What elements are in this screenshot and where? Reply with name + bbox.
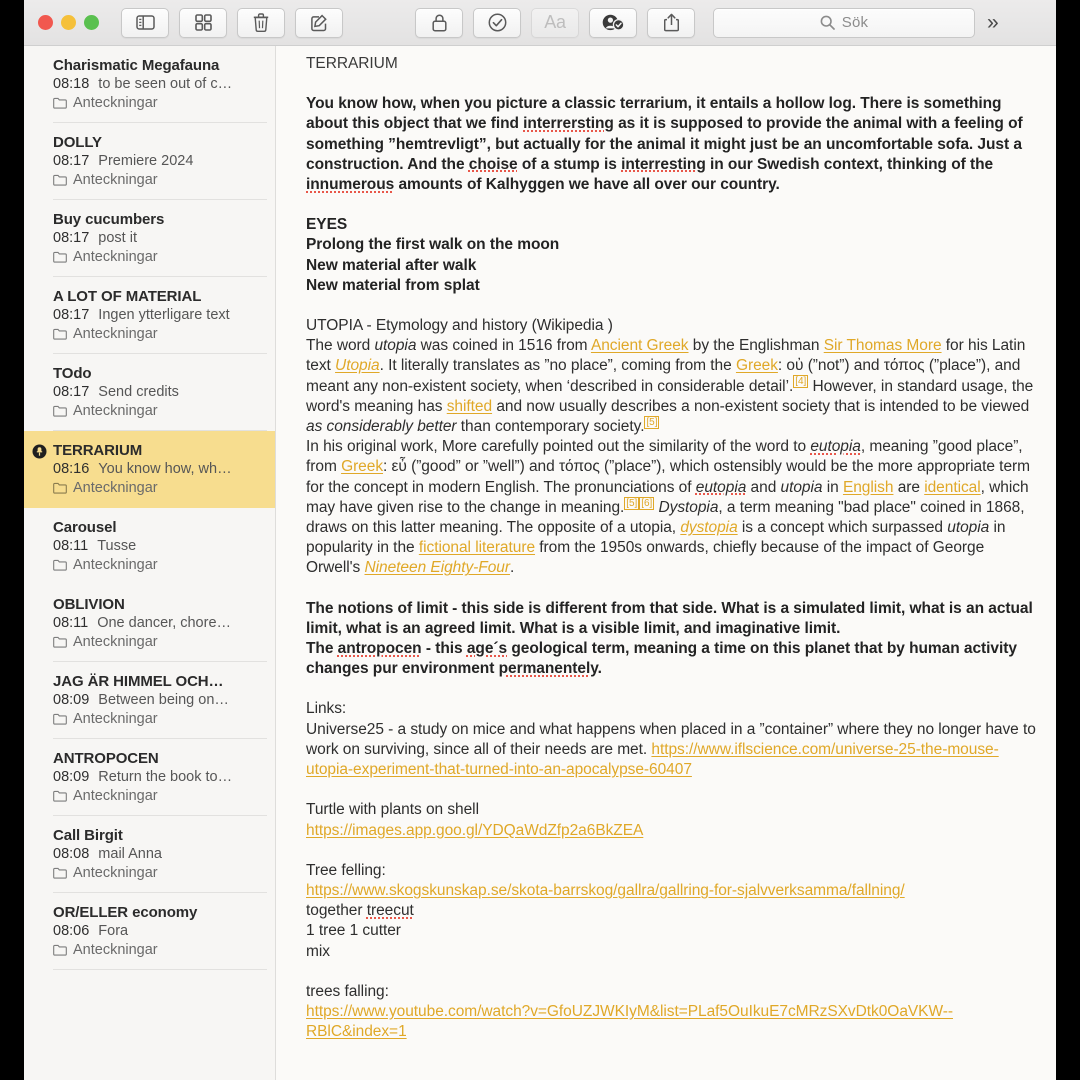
note-meta — [53, 76, 261, 92]
misspelled-word: treecut — [366, 902, 414, 920]
note-time: 08:17 — [53, 307, 90, 323]
u2-dystopia-italic: Dystopia — [658, 498, 719, 516]
note-time: 08:17 — [53, 384, 90, 400]
note-title: DOLLY — [53, 134, 102, 151]
folder-icon — [53, 405, 67, 417]
note-snippet: post it — [98, 230, 137, 246]
notes-list[interactable] — [24, 46, 276, 1080]
note-list-item[interactable] — [24, 123, 275, 200]
note-time: 08:09 — [53, 692, 90, 708]
note-list-item[interactable] — [24, 46, 275, 123]
format-label: Aa — [544, 12, 566, 32]
search-input[interactable] — [713, 8, 975, 38]
note-list-item[interactable] — [24, 739, 275, 816]
note-snippet: to be seen out of c… — [98, 76, 233, 92]
note-folder — [53, 788, 261, 804]
u2-g: , which may have given rise to the change in meaning. — [306, 478, 1029, 516]
note-snippet: Tusse — [97, 538, 137, 554]
note-folder — [53, 95, 261, 111]
note-folder-label: Anteckningar — [73, 711, 158, 727]
note-time: 08:06 — [53, 923, 90, 939]
eyes-line-3: New material from splat — [306, 276, 480, 294]
u2-utopia2-italic: utopia — [947, 519, 990, 537]
u1-h: and now usually describes a non-existent society that is intended to be viewed — [492, 397, 1030, 415]
note-folder — [53, 865, 261, 881]
folder-icon — [53, 174, 67, 186]
trees-falling-link-line — [306, 1002, 1036, 1042]
note-snippet: Return the book to… — [98, 769, 233, 785]
note-list-item[interactable] — [24, 508, 275, 585]
u1-utopia-italic: utopia — [374, 337, 417, 355]
note-folder-label: Anteckningar — [73, 172, 158, 188]
intro-part-1: You know how, when you picture a classic terrarium, it entails a hollow log. There is something about this object that we find — [306, 95, 1002, 133]
tree-line-2: 1 tree 1 cutter — [306, 922, 401, 940]
u1-d: for his Latin text — [306, 337, 1026, 375]
reference-4[interactable]: [4] — [795, 376, 807, 388]
note-meta — [53, 230, 261, 246]
note-heading-terrarium: TERRARIUM — [306, 55, 398, 72]
compose-icon — [310, 14, 328, 32]
link-shifted[interactable]: shifted — [446, 397, 493, 415]
note-title: A LOT OF MATERIAL — [53, 288, 202, 305]
note-body[interactable] — [306, 54, 1036, 1042]
note-meta — [53, 307, 261, 323]
link-nineteen-eighty-four[interactable]: Nineteen Eighty-Four — [364, 559, 510, 577]
note-folder-label: Anteckningar — [73, 788, 158, 804]
u2-c: : εὖ (”good” or ”well”) and τόπος (”place”), which ostensibly would be the more appropriate term for the concept in modern English. The pronunciations of — [306, 458, 1030, 496]
note-snippet: mail Anna — [98, 846, 162, 862]
note-folder-label: Anteckningar — [73, 95, 158, 111]
u2-a: In his original work, More carefully pointed out the similarity of the word to — [306, 438, 811, 456]
note-folder-label: Anteckningar — [73, 942, 158, 958]
search-placeholder: Sök — [841, 14, 869, 31]
trees-falling-heading: trees falling: — [306, 982, 389, 1000]
eyes-line-1: Prolong the first walk on the moon — [306, 236, 560, 254]
u2-eutopia2-italic: eutopia — [695, 478, 747, 496]
misspelled-word: antropocen — [337, 640, 422, 658]
u1-f: : oὐ (”not”) and τόπος (”place”), and meant any non-existent society, when ‘described in considerable detail’. — [306, 357, 1021, 395]
antropocen-paragraph — [306, 639, 1036, 679]
note-editor[interactable] — [276, 46, 1056, 1080]
note-snippet: One dancer, chore… — [97, 615, 232, 631]
note-folder — [53, 480, 261, 496]
limits-d: . — [597, 660, 602, 678]
note-folder — [53, 711, 261, 727]
link-sir-thomas-more[interactable]: Sir Thomas More — [823, 337, 942, 355]
u2-i: , a term meaning "bad place" coined in 1868, draws on this latter meaning. The opposite of a utopia, — [306, 498, 1025, 537]
utopia-paragraph-2 — [306, 437, 1036, 578]
u2-eutopia-italic: eutopia — [810, 438, 861, 456]
traffic-lights — [38, 15, 99, 30]
intro-part-3: of a stump is — [517, 155, 622, 173]
note-title: Charismatic Megafauna — [53, 57, 220, 74]
u2-k: in popularity in the — [306, 519, 1006, 557]
note-folder — [53, 172, 261, 188]
u2-j: is a concept which surpassed — [737, 519, 948, 537]
u1-a: The word — [306, 337, 375, 355]
note-folder — [53, 942, 261, 958]
note-list-item[interactable] — [24, 200, 275, 277]
note-list-item[interactable] — [24, 816, 275, 893]
note-title: TOdo — [53, 365, 92, 382]
vertical-spacer — [306, 679, 1036, 699]
note-folder — [53, 249, 261, 265]
check-circle-icon — [488, 13, 507, 32]
folder-icon — [53, 482, 67, 494]
note-time: 08:18 — [53, 76, 90, 92]
folder-icon — [53, 97, 67, 109]
eyes-heading: EYES — [306, 216, 348, 234]
tree-line-1-a: together — [306, 902, 367, 920]
vertical-spacer — [306, 296, 1036, 316]
utopia-paragraph-1 — [306, 336, 1036, 437]
note-meta — [53, 692, 261, 708]
note-folder-label: Anteckningar — [73, 557, 158, 573]
utopia-heading: UTOPIA - Etymology and history (Wikipedia ) — [306, 317, 613, 335]
note-title: TERRARIUM — [53, 442, 143, 459]
note-list-item[interactable] — [24, 893, 275, 970]
note-list-item[interactable] — [24, 277, 275, 354]
share-button[interactable] — [647, 8, 695, 38]
misspelled-word: innumerous — [306, 176, 395, 194]
list-divider — [53, 969, 267, 970]
format-button[interactable] — [531, 8, 579, 38]
content-split — [24, 46, 1056, 1080]
note-time: 08:08 — [53, 846, 90, 862]
vertical-spacer — [306, 74, 1036, 94]
note-list-item[interactable] — [24, 585, 275, 662]
note-meta — [53, 538, 261, 554]
link-greek[interactable]: Greek — [735, 357, 778, 375]
vertical-spacer — [306, 962, 1036, 982]
link-english[interactable]: English — [842, 478, 894, 496]
link-tree-felling-url[interactable]: https://www.skogskunskap.se/skota-barrskog/gallra/gallring-for-sjalvverksamma/fallning/ — [306, 881, 905, 899]
u1-e: . It literally translates as ”no place”, coming from the — [379, 357, 736, 375]
new-note-button[interactable] — [295, 8, 343, 38]
note-folder — [53, 403, 261, 419]
misspelled-word: choise — [468, 155, 518, 173]
limits-a: The — [306, 640, 338, 658]
note-time: 08:16 — [53, 461, 90, 477]
tree-line-3: mix — [306, 942, 330, 960]
u2-utopia-italic: utopia — [780, 478, 823, 496]
universe25-text: Universe25 - a study on mice and what happens when placed in a ”container” where they no longer have to work on surviving, since all of their needs are met. — [306, 720, 1036, 758]
note-list-item[interactable] — [24, 662, 275, 739]
share-icon — [664, 13, 679, 32]
u2-b: , meaning ”good place”, from — [306, 438, 1023, 476]
note-folder-label: Anteckningar — [73, 480, 158, 496]
u2-e: in — [822, 478, 843, 496]
intro-part-2: as it is supposed to provide the animal with a feeling of something ”hemtrevligt”, but actually for the animal it might just be an uncomfortable sofa. Just a construction. And the — [306, 115, 1023, 173]
sidebar-icon — [136, 15, 155, 30]
collaborate-button[interactable] — [589, 8, 637, 38]
folder-icon — [53, 559, 67, 571]
folder-icon — [53, 251, 67, 263]
link-trees-falling-url[interactable]: https://www.youtube.com/watch?v=GfoUZJWKIyM&list=PLaf5OuIkuE7cMRzSXvDtk0OaVKW--RBlC&index=1 — [306, 1002, 953, 1041]
grid-icon — [195, 14, 212, 31]
u1-j: than contemporary society. — [456, 418, 645, 436]
lock-icon — [432, 14, 447, 32]
note-title: Buy cucumbers — [53, 211, 165, 228]
link-turtle-url[interactable]: https://images.app.goo.gl/YDQaWdZfp2a6BkZEA — [306, 821, 644, 839]
tree-line-1 — [306, 901, 1036, 921]
gallery-view-button[interactable] — [179, 8, 227, 38]
note-folder-label: Anteckningar — [73, 403, 158, 419]
link-identical[interactable]: identical — [924, 478, 981, 496]
intro-part-5: amounts of Kalhyggen we have all over our country. — [394, 176, 780, 194]
note-meta — [53, 384, 261, 400]
vertical-spacer — [306, 579, 1036, 599]
note-snippet: Between being on… — [98, 692, 229, 708]
note-meta — [53, 846, 261, 862]
note-folder — [53, 557, 261, 573]
u1-b: was coined in 1516 from — [416, 337, 591, 355]
note-time: 08:11 — [53, 538, 89, 554]
note-title: OBLIVION — [53, 596, 125, 613]
note-time: 08:11 — [53, 615, 89, 631]
vertical-spacer — [306, 780, 1036, 800]
checklist-button[interactable] — [473, 8, 521, 38]
note-folder-label: Anteckningar — [73, 249, 158, 265]
minimize-button[interactable] — [61, 15, 76, 30]
note-time: 08:17 — [53, 153, 90, 169]
note-meta — [53, 769, 261, 785]
note-folder-label: Anteckningar — [73, 326, 158, 342]
link-utopia-text[interactable]: Utopia — [335, 357, 380, 375]
paragraph-intro — [306, 94, 1036, 195]
limits-c: geological term, meaning a time on this planet that by human activity changes pur environment — [306, 640, 1017, 678]
note-snippet: Ingen ytterligare text — [98, 307, 230, 323]
note-title: JAG ÄR HIMMEL OCH… — [53, 673, 224, 690]
misspelled-word: interrersting — [523, 115, 614, 133]
pinned-icon — [32, 444, 47, 459]
note-folder — [53, 326, 261, 342]
trash-icon — [253, 13, 269, 32]
note-snippet: Send credits — [98, 384, 179, 400]
u1-i-italic: as considerably better — [306, 418, 457, 436]
zoom-button[interactable] — [84, 15, 99, 30]
folder-icon — [53, 713, 67, 725]
note-time: 08:17 — [53, 230, 90, 246]
folder-icon — [53, 944, 67, 956]
reference-6[interactable]: [6] — [641, 497, 653, 509]
notes-window — [24, 0, 1056, 1080]
tree-felling-heading: Tree felling: — [306, 861, 386, 879]
note-title: OR/ELLER economy — [53, 904, 198, 921]
turtle-heading: Turtle with plants on shell — [306, 801, 479, 819]
folder-icon — [53, 867, 67, 879]
note-meta — [53, 923, 261, 939]
note-meta — [53, 615, 261, 631]
vertical-spacer — [306, 195, 1036, 215]
note-snippet: Premiere 2024 — [98, 153, 194, 169]
note-snippet: You know how, wh… — [98, 461, 232, 477]
note-meta — [53, 153, 261, 169]
eyes-line-2: New material after walk — [306, 256, 477, 274]
link-ancient-greek[interactable]: Ancient Greek — [590, 337, 689, 355]
vertical-spacer — [306, 841, 1036, 861]
note-snippet: Fora — [98, 923, 129, 939]
note-meta — [53, 461, 261, 477]
search-icon — [820, 15, 835, 30]
turtle-link-line — [306, 821, 1036, 841]
tree-felling-link-line — [306, 881, 1036, 901]
note-title: Call Birgit — [53, 827, 123, 844]
limits-paragraph: The notions of limit - this side is different from that side. What is a simulated limit, what is an actual limit, what is an agreed limit. What is a visible limit, and imaginative limit. — [306, 599, 1033, 637]
link-universe25-url[interactable]: https://www.iflscience.com/universe-25-the-mouse-utopia-experiment-that-turned-into-an-apocalypse-60407 — [306, 740, 999, 779]
note-list-item[interactable] — [24, 354, 275, 431]
folder-icon — [53, 328, 67, 340]
note-folder — [53, 634, 261, 650]
delete-note-button[interactable] — [237, 8, 285, 38]
note-scroll-area[interactable] — [306, 46, 1036, 1080]
reference-5[interactable]: [5] — [646, 416, 658, 428]
u1-g: However, in standard usage, the word's meaning has — [306, 377, 1034, 415]
u2-l: from the 1950s onwards, chiefly because of the impact of George Orwell's — [306, 539, 985, 577]
toolbar-overflow-button[interactable]: » — [987, 11, 999, 34]
u2-m: . — [509, 559, 515, 577]
link-greek-2[interactable]: Greek — [341, 458, 384, 476]
intro-part-4: in our Swedish context, thinking of the — [705, 155, 994, 173]
sidebar-toggle-button[interactable] — [121, 8, 169, 38]
note-folder-label: Anteckningar — [73, 865, 158, 881]
folder-icon — [53, 790, 67, 802]
lock-note-button[interactable] — [415, 8, 463, 38]
close-button[interactable] — [38, 15, 53, 30]
link-fictional-literature[interactable]: fictional literature — [418, 539, 536, 557]
person-check-icon — [602, 14, 624, 31]
note-title: Carousel — [53, 519, 117, 536]
note-title: ANTROPOCEN — [53, 750, 159, 767]
misspelled-word: age´s — [466, 640, 508, 658]
note-list-item-selected[interactable] — [24, 431, 275, 508]
u2-f: are — [893, 478, 925, 496]
universe25-paragraph — [306, 720, 1036, 781]
note-time: 08:09 — [53, 769, 90, 785]
u1-c: by the Englishman — [688, 337, 824, 355]
folder-icon — [53, 636, 67, 648]
reference-5b[interactable]: [5] — [626, 497, 638, 509]
note-folder-label: Anteckningar — [73, 634, 158, 650]
link-dystopia[interactable]: dystopia — [680, 519, 738, 537]
window-toolbar — [24, 0, 1056, 46]
links-heading: Links: — [306, 700, 347, 718]
limits-b: - this — [421, 640, 467, 658]
u2-d: and — [746, 478, 781, 496]
clipped-previous-line — [306, 46, 1036, 54]
misspelled-word: interresting — [621, 155, 706, 173]
misspelled-word: permanentely — [498, 660, 598, 678]
